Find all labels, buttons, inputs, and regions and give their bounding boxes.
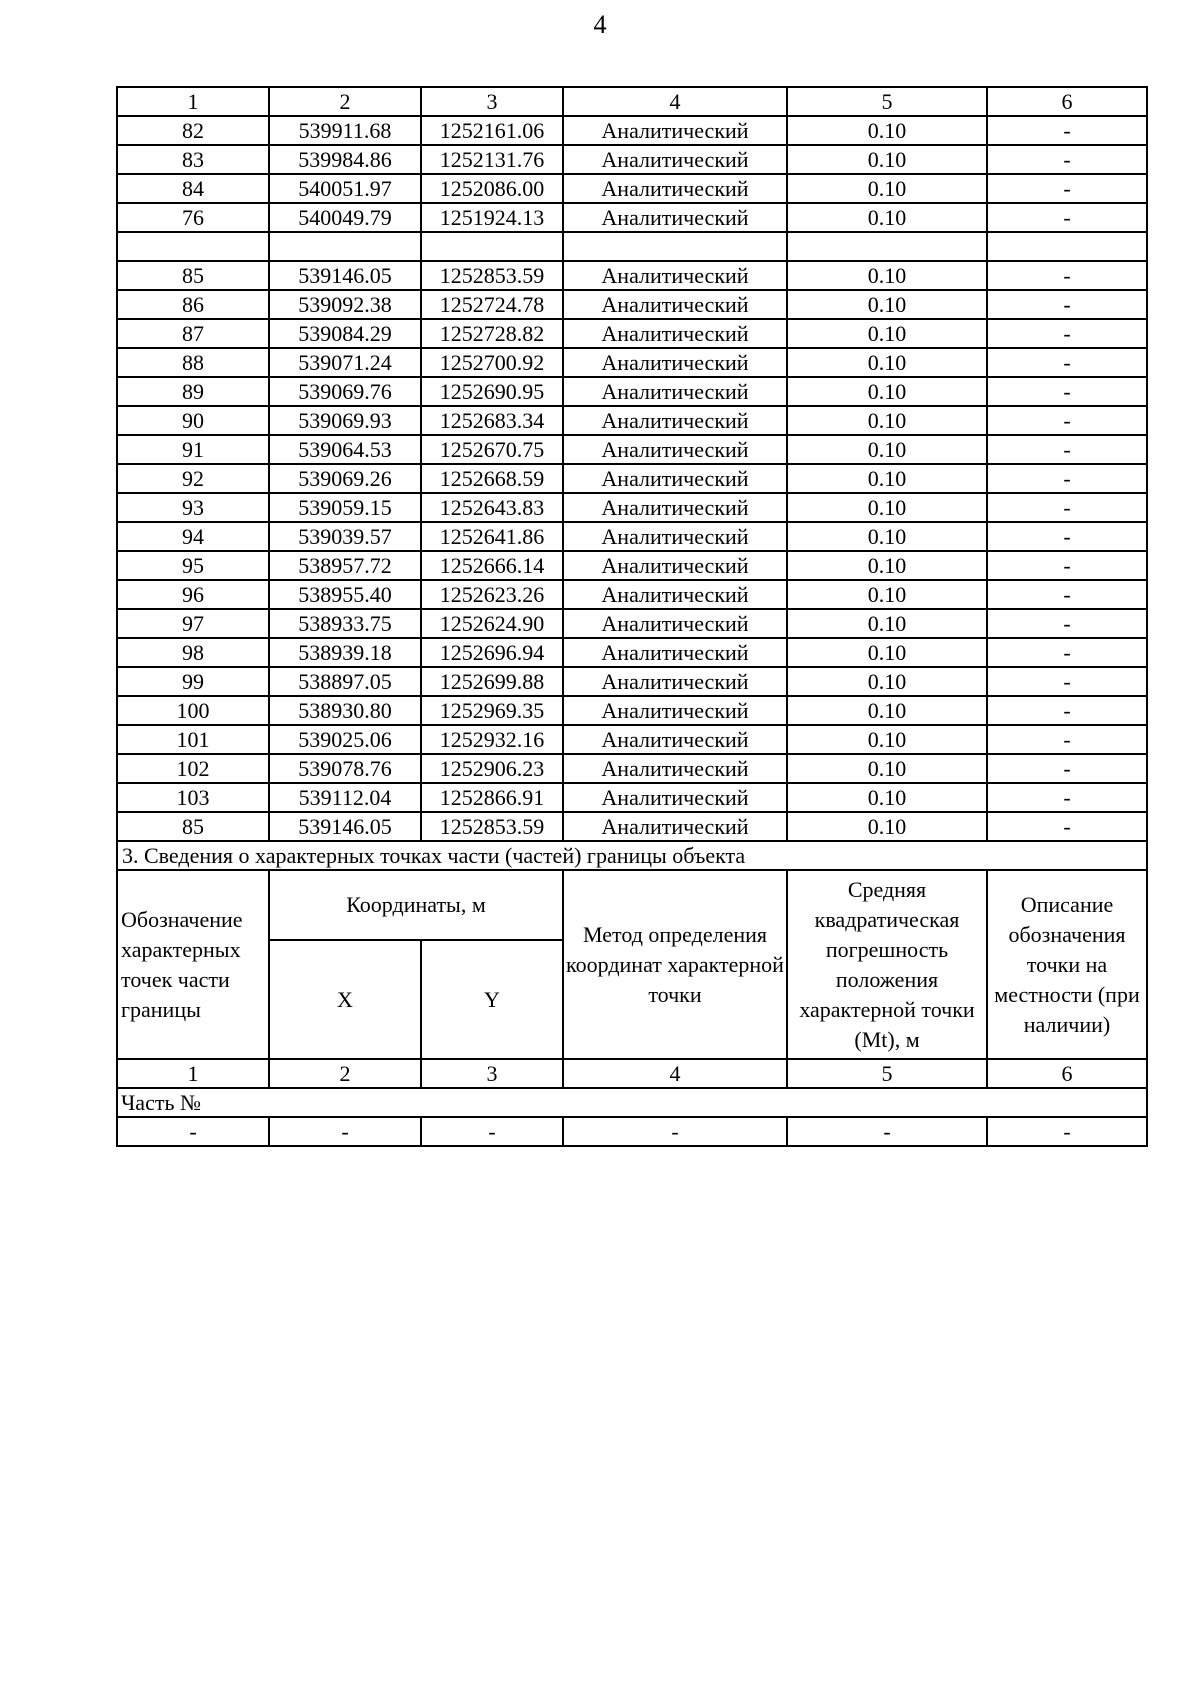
error-cell: 0.10 — [787, 551, 987, 580]
description-cell: - — [987, 551, 1147, 580]
error-cell: 0.10 — [787, 116, 987, 145]
point-number-cell: 85 — [117, 261, 269, 290]
x-coordinate-cell: 538897.05 — [269, 667, 421, 696]
x-header: X — [269, 940, 421, 1059]
y-coordinate-cell: 1252853.59 — [421, 812, 563, 841]
y-coordinate-cell: 1252853.59 — [421, 261, 563, 290]
dash-row — [117, 1117, 1147, 1146]
column-number: 1 — [117, 1059, 269, 1088]
description-cell: - — [987, 609, 1147, 638]
x-coordinate-cell: 539911.68 — [269, 116, 421, 145]
table-row — [117, 725, 1147, 754]
point-number-cell: 84 — [117, 174, 269, 203]
x-coordinate-cell: 539112.04 — [269, 783, 421, 812]
point-number-cell: 76 — [117, 203, 269, 232]
x-coordinate-cell: 539064.53 — [269, 435, 421, 464]
method-cell: Аналитический — [563, 522, 787, 551]
column-number: 4 — [563, 87, 787, 116]
point-number-cell: 98 — [117, 638, 269, 667]
x-coordinate-cell: 538930.80 — [269, 696, 421, 725]
table-row — [117, 812, 1147, 841]
point-number-cell: 85 — [117, 812, 269, 841]
description-cell: - — [987, 377, 1147, 406]
point-number-cell: 99 — [117, 667, 269, 696]
y-coordinate-cell: 1252906.23 — [421, 754, 563, 783]
table-row — [117, 348, 1147, 377]
y-header: Y — [421, 940, 563, 1059]
column-number: 6 — [987, 1059, 1147, 1088]
method-cell: Аналитический — [563, 116, 787, 145]
table-row — [117, 174, 1147, 203]
y-coordinate-cell: 1252161.06 — [421, 116, 563, 145]
table-row — [117, 609, 1147, 638]
section-header-row — [117, 870, 1147, 940]
method-cell: Аналитический — [563, 812, 787, 841]
y-coordinate-cell: 1252969.35 — [421, 696, 563, 725]
point-number-cell: 100 — [117, 696, 269, 725]
description-cell: - — [987, 145, 1147, 174]
point-number-cell: 101 — [117, 725, 269, 754]
error-cell: 0.10 — [787, 319, 987, 348]
description-cell: - — [987, 116, 1147, 145]
part-label: Часть № — [117, 1088, 1147, 1117]
y-coordinate-cell: 1252668.59 — [421, 464, 563, 493]
description-cell: - — [987, 493, 1147, 522]
x-coordinate-cell: 539078.76 — [269, 754, 421, 783]
description-cell: - — [987, 754, 1147, 783]
error-cell: 0.10 — [787, 783, 987, 812]
dash-cell: - — [563, 1117, 787, 1146]
column-number: 3 — [421, 1059, 563, 1088]
table-row — [117, 319, 1147, 348]
y-coordinate-cell: 1252728.82 — [421, 319, 563, 348]
description-cell: - — [987, 812, 1147, 841]
method-cell: Аналитический — [563, 696, 787, 725]
table-row — [117, 522, 1147, 551]
method-cell: Аналитический — [563, 580, 787, 609]
table-row — [117, 493, 1147, 522]
method-cell: Аналитический — [563, 145, 787, 174]
y-coordinate-cell: 1252683.34 — [421, 406, 563, 435]
description-cell: - — [987, 580, 1147, 609]
method-cell: Аналитический — [563, 377, 787, 406]
coordinates-table — [116, 86, 1148, 1147]
y-coordinate-cell: 1252724.78 — [421, 290, 563, 319]
table-row — [117, 116, 1147, 145]
table-row — [117, 377, 1147, 406]
table-row — [117, 754, 1147, 783]
column-number: 2 — [269, 1059, 421, 1088]
section-title: 3. Сведения о характерных точках части (частей) границы объекта — [117, 841, 1147, 870]
description-cell: - — [987, 696, 1147, 725]
x-coordinate-cell: 538957.72 — [269, 551, 421, 580]
table-row — [117, 203, 1147, 232]
description-cell: - — [987, 203, 1147, 232]
dash-cell: - — [269, 1117, 421, 1146]
x-coordinate-cell: 539084.29 — [269, 319, 421, 348]
column-number: 1 — [117, 87, 269, 116]
x-coordinate-cell: 539025.06 — [269, 725, 421, 754]
column-number-row — [117, 87, 1147, 116]
method-cell: Аналитический — [563, 464, 787, 493]
x-coordinate-cell: 539146.05 — [269, 261, 421, 290]
section-title-row — [117, 841, 1147, 870]
description-cell: - — [987, 725, 1147, 754]
x-coordinate-cell: 540049.79 — [269, 203, 421, 232]
y-coordinate-cell: 1252696.94 — [421, 638, 563, 667]
error-cell: 0.10 — [787, 696, 987, 725]
error-cell: 0.10 — [787, 290, 987, 319]
point-number-cell: 103 — [117, 783, 269, 812]
y-coordinate-cell: 1252624.90 — [421, 609, 563, 638]
method-header: Метод определения координат характерной точки — [563, 870, 787, 1059]
x-coordinate-cell: 539071.24 — [269, 348, 421, 377]
dash-cell: - — [421, 1117, 563, 1146]
y-coordinate-cell: 1252643.83 — [421, 493, 563, 522]
column-number-row — [117, 1059, 1147, 1088]
error-cell: 0.10 — [787, 145, 987, 174]
x-coordinate-cell: 539039.57 — [269, 522, 421, 551]
error-cell: 0.10 — [787, 754, 987, 783]
point-number-cell: 93 — [117, 493, 269, 522]
error-cell: 0.10 — [787, 580, 987, 609]
error-cell: 0.10 — [787, 638, 987, 667]
table-row — [117, 406, 1147, 435]
x-coordinate-cell: 539092.38 — [269, 290, 421, 319]
error-cell: 0.10 — [787, 522, 987, 551]
designation-header: Обозначение характерных точек части границы — [117, 870, 269, 1059]
table-row — [117, 580, 1147, 609]
description-cell: - — [987, 522, 1147, 551]
table-row — [117, 696, 1147, 725]
description-cell: - — [987, 783, 1147, 812]
method-cell: Аналитический — [563, 319, 787, 348]
point-number-cell: 90 — [117, 406, 269, 435]
method-cell: Аналитический — [563, 290, 787, 319]
y-coordinate-cell: 1252690.95 — [421, 377, 563, 406]
y-coordinate-cell: 1252666.14 — [421, 551, 563, 580]
x-coordinate-cell: 539059.15 — [269, 493, 421, 522]
x-coordinate-cell: 538933.75 — [269, 609, 421, 638]
coordinates-header: Координаты, м — [269, 870, 563, 940]
column-number: 6 — [987, 87, 1147, 116]
x-coordinate-cell: 540051.97 — [269, 174, 421, 203]
point-number-cell: 82 — [117, 116, 269, 145]
y-coordinate-cell: 1252700.92 — [421, 348, 563, 377]
empty-row — [117, 232, 1147, 261]
error-cell: 0.10 — [787, 435, 987, 464]
error-cell: 0.10 — [787, 464, 987, 493]
dash-cell: - — [117, 1117, 269, 1146]
error-cell: 0.10 — [787, 377, 987, 406]
page-number: 4 — [593, 10, 607, 39]
point-number-cell: 96 — [117, 580, 269, 609]
error-cell: 0.10 — [787, 493, 987, 522]
method-cell: Аналитический — [563, 783, 787, 812]
table-row — [117, 638, 1147, 667]
y-coordinate-cell: 1252086.00 — [421, 174, 563, 203]
x-coordinate-cell: 538955.40 — [269, 580, 421, 609]
table-row — [117, 464, 1147, 493]
y-coordinate-cell: 1252699.88 — [421, 667, 563, 696]
dash-cell: - — [787, 1117, 987, 1146]
x-coordinate-cell: 539069.26 — [269, 464, 421, 493]
method-cell: Аналитический — [563, 174, 787, 203]
contour-separator — [117, 232, 1147, 261]
point-number-cell: 83 — [117, 145, 269, 174]
point-number-cell: 87 — [117, 319, 269, 348]
description-cell: - — [987, 290, 1147, 319]
error-cell: 0.10 — [787, 203, 987, 232]
description-header: Описание обозначения точки на местности (при наличии) — [987, 870, 1147, 1059]
error-cell: 0.10 — [787, 609, 987, 638]
point-number-cell: 95 — [117, 551, 269, 580]
point-number-cell: 92 — [117, 464, 269, 493]
column-number: 5 — [787, 1059, 987, 1088]
error-cell: 0.10 — [787, 174, 987, 203]
description-cell: - — [987, 319, 1147, 348]
error-cell: 0.10 — [787, 261, 987, 290]
method-cell: Аналитический — [563, 638, 787, 667]
method-cell: Аналитический — [563, 348, 787, 377]
method-cell: Аналитический — [563, 725, 787, 754]
description-cell: - — [987, 667, 1147, 696]
y-coordinate-cell: 1252131.76 — [421, 145, 563, 174]
x-coordinate-cell: 538939.18 — [269, 638, 421, 667]
description-cell: - — [987, 435, 1147, 464]
description-cell: - — [987, 638, 1147, 667]
description-cell: - — [987, 174, 1147, 203]
table-row — [117, 145, 1147, 174]
dash-cell: - — [987, 1117, 1147, 1146]
description-cell: - — [987, 464, 1147, 493]
method-cell: Аналитический — [563, 754, 787, 783]
error-cell: 0.10 — [787, 406, 987, 435]
x-coordinate-cell: 539984.86 — [269, 145, 421, 174]
description-cell: - — [987, 261, 1147, 290]
y-coordinate-cell: 1252670.75 — [421, 435, 563, 464]
table-row — [117, 435, 1147, 464]
method-cell: Аналитический — [563, 435, 787, 464]
section-3 — [117, 841, 1147, 1146]
table-row — [117, 261, 1147, 290]
table-row — [117, 551, 1147, 580]
method-cell: Аналитический — [563, 551, 787, 580]
column-number: 2 — [269, 87, 421, 116]
y-coordinate-cell: 1252866.91 — [421, 783, 563, 812]
column-number: 4 — [563, 1059, 787, 1088]
x-coordinate-cell: 539069.93 — [269, 406, 421, 435]
point-number-cell: 91 — [117, 435, 269, 464]
y-coordinate-cell: 1252932.16 — [421, 725, 563, 754]
y-coordinate-cell: 1252641.86 — [421, 522, 563, 551]
part-label-row — [117, 1088, 1147, 1117]
method-cell: Аналитический — [563, 667, 787, 696]
point-number-cell: 102 — [117, 754, 269, 783]
x-coordinate-cell: 539069.76 — [269, 377, 421, 406]
method-cell: Аналитический — [563, 203, 787, 232]
table-row — [117, 783, 1147, 812]
error-cell: 0.10 — [787, 812, 987, 841]
x-coordinate-cell: 539146.05 — [269, 812, 421, 841]
point-number-cell: 89 — [117, 377, 269, 406]
point-number-cell: 94 — [117, 522, 269, 551]
error-header: Средняя квадратическая погрешность положения характерной точки (Mt), м — [787, 870, 987, 1059]
method-cell: Аналитический — [563, 406, 787, 435]
point-number-cell: 88 — [117, 348, 269, 377]
description-cell: - — [987, 348, 1147, 377]
point-number-cell: 86 — [117, 290, 269, 319]
y-coordinate-cell: 1252623.26 — [421, 580, 563, 609]
column-number: 5 — [787, 87, 987, 116]
error-cell: 0.10 — [787, 725, 987, 754]
points-table-body — [117, 261, 1147, 841]
point-number-cell: 97 — [117, 609, 269, 638]
description-cell: - — [987, 406, 1147, 435]
method-cell: Аналитический — [563, 261, 787, 290]
method-cell: Аналитический — [563, 493, 787, 522]
table-row — [117, 290, 1147, 319]
error-cell: 0.10 — [787, 667, 987, 696]
points-table-body — [117, 87, 1147, 232]
column-number: 3 — [421, 87, 563, 116]
error-cell: 0.10 — [787, 348, 987, 377]
y-coordinate-cell: 1251924.13 — [421, 203, 563, 232]
method-cell: Аналитический — [563, 609, 787, 638]
table-row — [117, 667, 1147, 696]
